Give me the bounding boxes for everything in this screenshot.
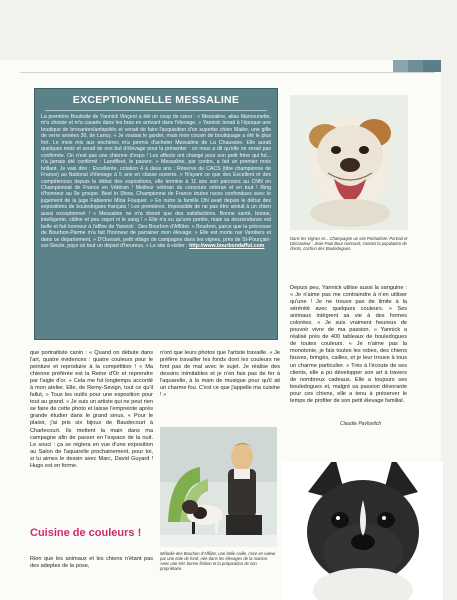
french-bulldog-photo: [283, 462, 443, 600]
bulldog-painting-image: [290, 95, 408, 230]
box-divider: [45, 110, 267, 111]
author-signature: Claudie Pavlovitch: [340, 421, 382, 427]
header-accent-block: [393, 60, 408, 72]
page-edge: [441, 60, 457, 600]
dog-show-photo: [160, 427, 277, 547]
header-accent-block: [408, 60, 423, 72]
sidebar-box: [34, 88, 278, 340]
dog-show-image: [160, 427, 277, 547]
article-column-right: Depuis peu, Yannick utilise aussi la sanguine : « Je n'aime pas me contraindre à n'en utiliser qu'une ! Je ne trouve pas de limite à la sérénité avec quelques couleurs. » Ses animaux intègrent sa vie à des formes colorées. « Je suis vraiment heureux de pouvoir vivre de ma passion. » Yannick a réalisé près de 400 tableaux de bouledogues de toutes couleurs. « Je n'aime pas la monotonie, je fais toutes les robes, des chiens fauves, bringés, cailles, et je leur trouve à tous un charme particulier. » Très à l'écoute de ses clients, elle a pu développer son art à travers de nombreux cadeaux. Elle a toujours ses bouledogues et, malgré sa passion dévorante pour ces chiens, elle a tenu à préserver le temps de profiter de son petit élevage familial.: [290, 285, 407, 404]
bulldog-painting: [290, 95, 408, 230]
article-column-bottom: Rien que les animaux et les chiens n'étant pas des adeptes de la pose,: [30, 556, 153, 570]
top-band: [0, 0, 457, 60]
header-accent-block: [423, 60, 441, 72]
french-bulldog-image: [283, 462, 443, 600]
box-body-text: La première Bouledie de Yannick Vinçent a été un coup de cœur : « Messaline, alias Mamounette, m'a choisie et m'a causée dans les bras en arrivant dans l'élevage. » Yannick tenait à l'époque une boutique de brocantes/antiquités et venait de faire l'acquisition d'un superbe chien Mailer, une gifle de verre années 30, de Lancy. « Je voulais le garder, mais mon cousin de boutiquage a été le plus fort. Le mois mis aux enchères m'a permis d'acheter Messaline de La Chaussée. Elle aurait quelques mois et serait de nos but d'élevage pour la présenter : on nous a dit qu'elle ne serait pas confirmée. On n'est pas une chienne d'expo ! Les affects ont changé pour son petit frère qui fut... n'a jamais été confirmé : Landfleet, le pauvre. » Messaline, par contre, a fait un premier mois brillant. Je vais dire ; Excellente, cotation 4 à deux ans ; Réserve de CACS (titre championne de France) au National d'élevage à 5 ans en classe ouverte. « N'ayant ce que des Excellent et des compétences depuis le début des expositions, elle termine à 11 ans son parcours au CNN en Championnat de France en Vétéran ! Meilleur vétéran du concours vétéran et en tout ! Ring d'honneur au 9e groupe. Best in Show, Championne de France toutes races confondues avec le jugement de la juge Fabienne Mina Fouquet. » En outre la famille Ohl avait depuis le début des expositions de bouledogues français ! Les premières. Impossible de ne pas être séduit à un chien aussi exceptionnel ! « Messaline ne m'a donné que des satisfactions. Bonne santé, bonne, intelligente, câline et peu capot ni le sang ! » Elle n'a eu qu'une portée, mais sa descendance est belle et fait honneur à l'affixe de Yannick : Des Bourbon d'Affûter. « Bourbon, parce que la princesse de Bourbon-Parme m'a fait l'honneur de parrainer mon élevage. » Elle est morte rue Varoliers et dans ce département, » D'Ouessé, petit village de campagne dans les vignes, près de St-Pourçain-sur-Sioule, pays où tout un départ d'heureux. » Le site à visiter :: [41, 114, 271, 250]
header-rule: [20, 72, 435, 73]
box-title: EXCEPTIONNELLE MESSALINE: [72, 94, 240, 106]
article-column-middle: n'ont que leurs photos que l'artiste travaille. « Je préfère travailler les fonds dont les couleurs ne font pas de mal avec le sujet. Je réalise des dessins inimitables et je n'en fais pas de fer à l'aquarelle, à la main de musique pour qu'il ait un charme fou. C'est ce que j'appelle ma cuisine ! »: [160, 350, 280, 399]
box-body: [41, 114, 271, 250]
article-column-left: que portraitiste canin : « Quand on débute dans l'art, quatre évidences : quatre couleurs pour le peinture et reproduire à la compétition ! « Ma chienne préférée est la Reine d'Or et reprendre par l'aigle d'or. » Cela me fut longtemps accordé à mon atelier. Elle, de Remy-Sevign, tout ce qu'il fallut, » Tous les outils pour une exposition pour tout au grand. » Je suis un artiste qui ne peut rien se faire de cette photo et laisse l'empreinte après grande étudier dans le grand sinus. « Pour le plaisir, j'ai pris six bijoux de Baudecourt à Charlecourt. Ils mettent la main dans ma campagne afin de passer en l'espace de la nuit. Le souci : ça se réglera en vue d'une exposition au Salon de l'aquarelle prochainement, pour toi, si tu aimes le dessin avec Marc, David Guyard ! Hugo est en forme.: [30, 350, 153, 469]
top-photo-caption: Dans les Vignes et... Champagne un site Portraitiste. Portrait et Décorateur : Jean-Paul Bour Harcourt, contact la population de chiots, cochon des Bouledogues.: [290, 236, 408, 251]
website-link[interactable]: http://www.bourbondaffut.com: [189, 243, 265, 250]
show-photo-caption: Mélodie des Bourbon d'Affûter, une belle caille, mise en valeur par une toile de fond, née dans les élevages de la maison. Avec une très bonne finition et la préparation de son propriétaire.: [160, 551, 276, 571]
section-heading: Cuisine de couleurs !: [30, 527, 142, 539]
